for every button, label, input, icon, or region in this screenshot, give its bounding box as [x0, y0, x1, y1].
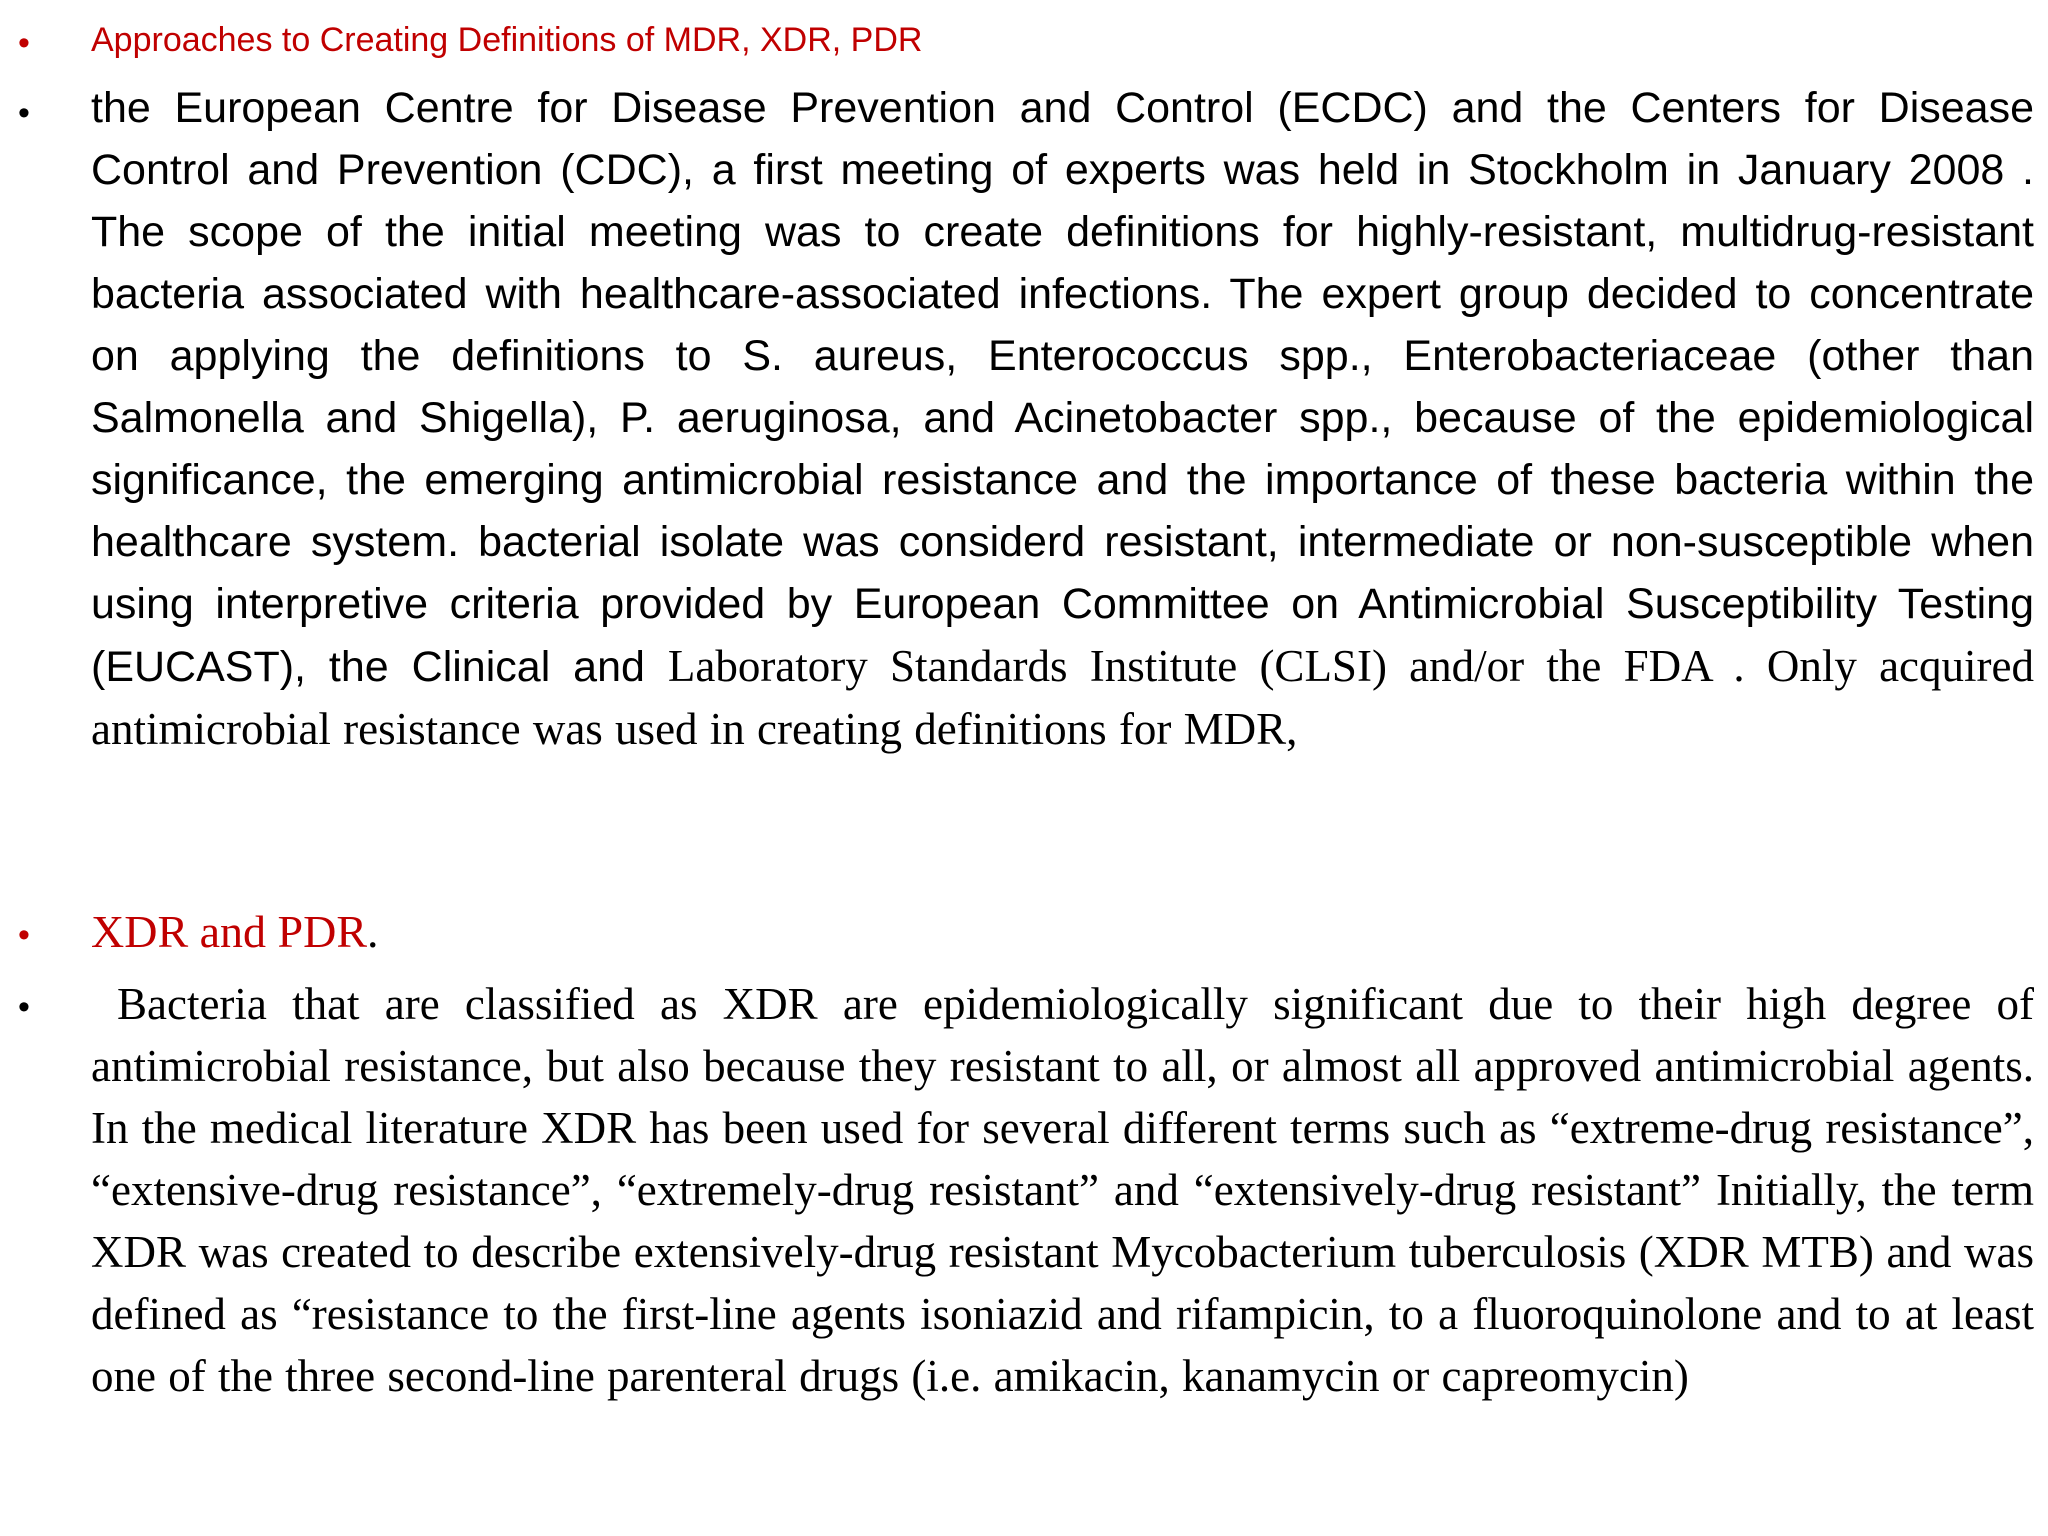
paragraph-xdr-definition: Bacteria that are classified as XDR are epidemiologically significant due to their high degree of antimicrobial resistance, but also because they resistant to all, or almost all approved antimicrobial agents. In the medical literature XDR has been used for several different terms such as “extreme-drug resistance”, “extensive-drug resistance”, “extremely-drug resistant” and “extensively-drug resistant” Initially, the term XDR was created to describe extensively-drug resistant Mycobacterium tuberculosis (XDR MTB) and was defined as “resistance to the first-line agents isoniazid and rifampicin, to a fluoroquinolone and to at least one of the three second-line parenteral drugs (i.e. amikacin, kanamycin or capreomycin) [91, 979, 2034, 1401]
bullet-icon: • [18, 24, 30, 62]
bullet-icon: • [18, 94, 30, 132]
heading-xdr-pdr-text: XDR and PDR [91, 906, 368, 957]
paragraph-sans-text: the European Centre for Disease Prevention and Control (ECDC) and the Centers for Disease Control and Prevention (CDC), a first meeting of experts was held in Stockholm in January 2008 . The scope of the initial meeting was to create definitions for highly-resistant, multidrug-resistant bacteria associated with healthcare-associated infections. The expert group decided to concentrate on applying the definitions to S. aureus, Enterococcus spp., Enterobacteriaceae (other than Salmonella and Shigella), P. aeruginosa, and Acinetobacter spp., because of the epidemiological significance, the emerging antimicrobial resistance and the importance of these bacteria within the healthcare system. bacterial isolate was considerd resistant, intermediate or non-susceptible when using interpretive criteria provided by European Committee on Antimicrobial Susceptibility Testing (EUCAST), the Clinical and [91, 84, 2034, 691]
heading-approaches: Approaches to Creating Definitions of MDR, XDR, PDR [91, 21, 923, 59]
paragraph-serif-text: Laboratory Standards Institute (CLSI) and/or the FDA . Only acquired antimicrobial resistance was used in creating definitions for MDR, [91, 641, 2034, 754]
bullet-icon: • [18, 988, 30, 1026]
heading-period: . [367, 906, 379, 957]
paragraph-ecdc-cdc-meeting [91, 77, 2034, 761]
heading-xdr-pdr [91, 902, 379, 962]
bullet-icon: • [18, 916, 30, 954]
